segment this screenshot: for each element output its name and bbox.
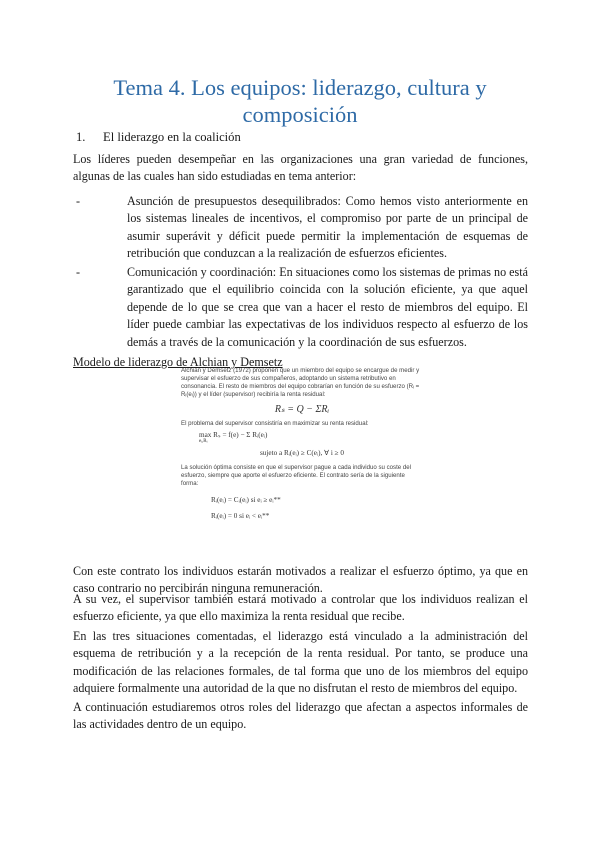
- intro-paragraph: Los líderes pueden desempeñar en las organizaciones una gran variedad de funciones, algunas de las cuales han sido estudiadas en tema anterior:: [73, 152, 528, 184]
- contract-formula-high: Rᵢ(eᵢ) = Cᵢ(eᵢ) si eᵢ ≥ eᵢ**: [211, 496, 281, 505]
- body-paragraph: A su vez, el supervisor también estará motivado a controlar que los individuos realizan el esfuerzo eficiente, ya que ello maximiza la renta residual que recibe.: [73, 592, 528, 624]
- model-heading: Modelo de liderazgo de Alchian y Demsetz: [73, 355, 283, 369]
- bullet-item: [73, 193, 528, 263]
- residual-income-formula: Rₛ = Q − ΣRᵢ: [274, 404, 330, 416]
- constraint-formula: sujeto a Rᵢ(eᵢ) ≥ C(eᵢ), ∀ i ≥ 0: [260, 448, 344, 457]
- embedded-model-image: [181, 367, 423, 557]
- section-number: 1.: [76, 130, 86, 144]
- section-heading: [76, 129, 241, 145]
- body-paragraph: Con este contrato los individuos estarán motivados a realizar el esfuerzo óptimo, ya que en caso contrario no percibirán ninguna remuneración.: [73, 564, 528, 596]
- maximization-formula: max Rₛ = f(e) − Σ Rᵢ(eᵢ): [199, 430, 268, 439]
- embedded-paragraph: El problema del supervisor consistiría en maximizar su renta residual:: [181, 420, 369, 428]
- bullet-dash: -: [76, 265, 81, 279]
- document-title: Tema 4. Los equipos: liderazgo, cultura y composición: [113, 75, 487, 127]
- section-heading-text: El liderazgo en la coalición: [103, 130, 241, 144]
- contract-formula-low: Rᵢ(eᵢ) = 0 si eᵢ < eᵢ**: [211, 512, 270, 521]
- embedded-paragraph: La solución óptima consiste en que el supervisor pague a cada individuo su coste del esfuerzo, siempre que aporte el esfuerzo eficiente. El contrato sería de la siguiente forma:: [181, 463, 412, 488]
- bullet-text: Asunción de presupuestos desequilibrados: Como hemos visto anteriormente en los sistemas lineales de incentivos, el compromiso por parte de un principal de asumir superávit y déficit puede permitir la implementación de esquemas de retribución que conduzcan a la realización de esfuerzos eficientes.: [127, 194, 528, 261]
- body-paragraph: A continuación estudiaremos otros roles del liderazgo que afectan a aspectos informales de las actividades dentro de un equipo.: [73, 700, 528, 732]
- maximization-subscript: eᵢ,Rᵢ: [199, 438, 208, 444]
- embedded-paragraph: Alchian y Demsetz (1972) proponen que un miembro del equipo se encargue de medir y supervisar el esfuerzo de sus compañeros, adoptando un sistema retributivo en consonancia. El resto de miembros del equipo cobrarían en función de su esfuerzo (Rᵢ = Rᵢ(eᵢ)) y el líder (supervisor) recibiría la renta residual:: [181, 367, 420, 399]
- body-paragraph: En las tres situaciones comentadas, el liderazgo está vinculado a la administración del esquema de retribución y a la recepción de la renta residual. Por tanto, se produce una modificación de las relaciones formales, de tal forma que uno de los miembros del equipo adquiere formalmente una autoridad de la que no disfrutan el resto de miembros del equipo.: [73, 629, 528, 695]
- bullet-dash: -: [76, 194, 81, 208]
- bullet-text: Comunicación y coordinación: En situaciones como los sistemas de primas no está garantizado que el equilibrio coincida con la solución eficiente, ya que aquel depende de lo que se crea que van a hacer el resto de miembros del equipo. El líder puede cambiar las expectativas de los individuos respecto al esfuerzo de los demás a través de la comunicación y la coordinación de sus esfuerzos.: [127, 265, 528, 349]
- bullet-item: [73, 264, 528, 351]
